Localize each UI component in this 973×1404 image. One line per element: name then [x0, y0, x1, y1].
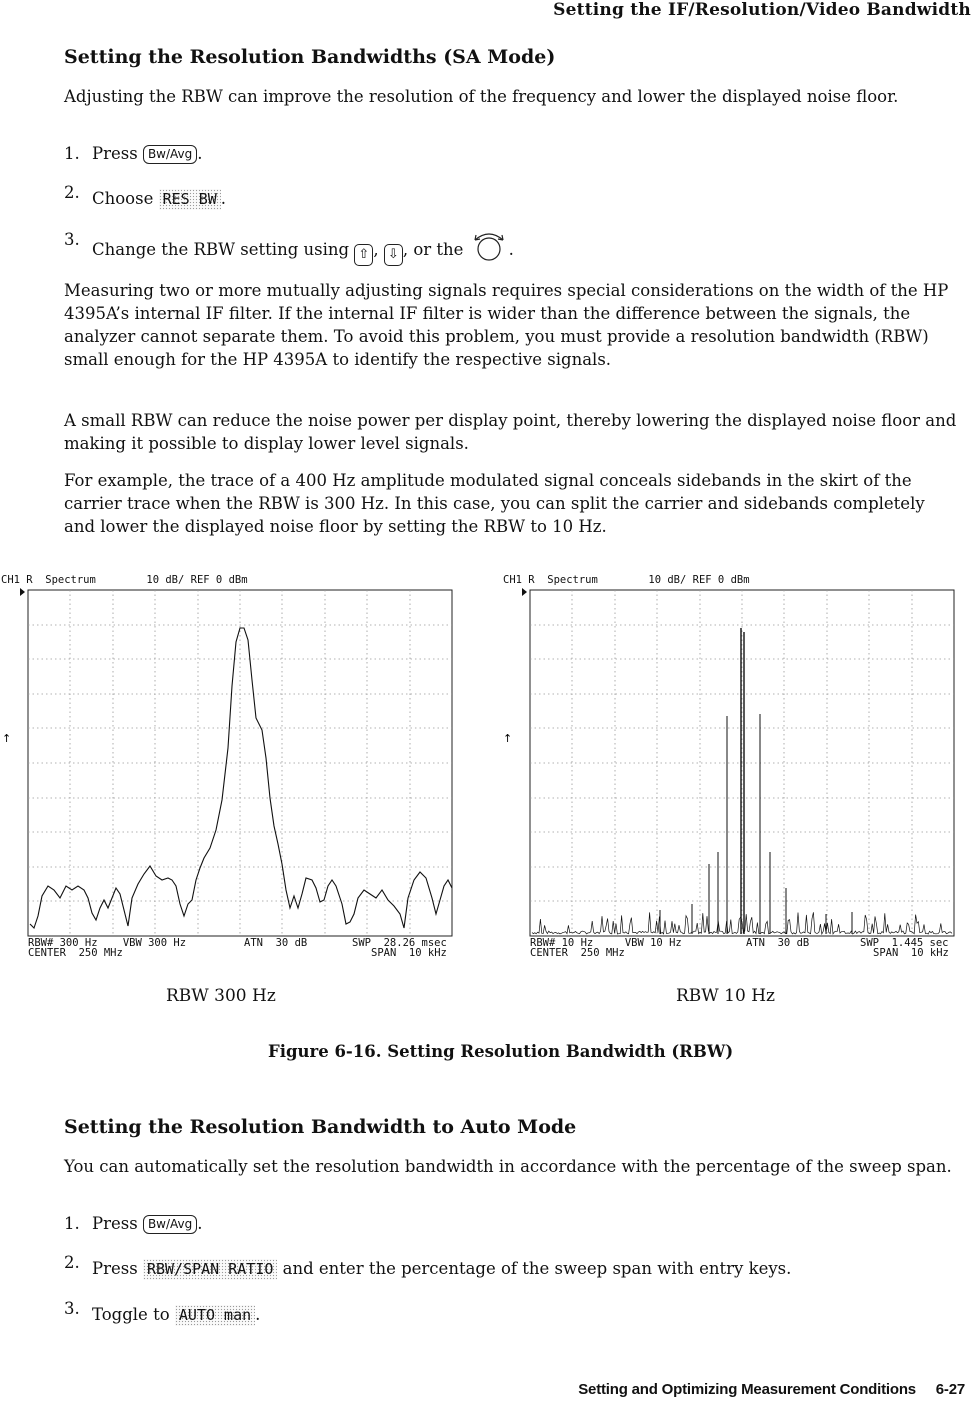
step-2: 2. Choose RES BW .: [64, 183, 227, 208]
screen-rbw-10: [503, 588, 954, 936]
bw-avg-key[interactable]: Bw/Avg: [143, 145, 197, 164]
screen-annotation: SPAN 10 kHz: [371, 947, 447, 959]
ref-arrow-icon: ↑: [2, 732, 12, 745]
step-3: 3. Toggle to AUTO man .: [64, 1299, 261, 1324]
down-arrow-key-icon[interactable]: ⇩: [384, 244, 403, 266]
body-paragraph: A small RBW can reduce the noise power per display point, thereby lowering the displayed noise floor and making it possible to display lower level signals.: [64, 411, 957, 453]
running-header: Setting the IF/Resolution/Video Bandwidth: [553, 0, 971, 20]
up-arrow-key-icon[interactable]: ⇧: [354, 244, 373, 266]
step-text: Toggle to: [92, 1305, 170, 1324]
step-number: 3.: [64, 230, 80, 249]
step-text: Choose: [92, 189, 154, 208]
figure-caption-right: RBW 10 Hz: [676, 986, 775, 1006]
ref-marker-icon: [20, 588, 25, 596]
bw-avg-key[interactable]: Bw/Avg: [143, 1215, 197, 1234]
section-title: Setting the Resolution Bandwidths (SA Mode): [64, 46, 556, 68]
graticule: [28, 590, 452, 936]
noise-floor-trace: [532, 912, 952, 934]
screen-annotation: SWP 28.26 msec: [352, 937, 447, 949]
trace-rbw-300: [30, 628, 452, 928]
step-text: Press: [92, 1214, 138, 1233]
step-text: Press: [92, 1259, 138, 1278]
step-2: [64, 1253, 791, 1280]
graticule: [530, 590, 954, 936]
rotary-knob-icon[interactable]: [469, 229, 509, 263]
body-paragraph: Measuring two or more mutually adjusting signals requires special considerations on the width of the HP 4395A’s internal IF filter. If the internal IF filter is wider than the difference between the signals, the analyzer cannot separate them. To avoid this problem, you must provide a resolution bandwidth (RBW) small enough for the HP 4395A to identify the respective signals.: [64, 281, 949, 369]
step-number: 1.: [64, 1214, 80, 1233]
figure-screens: [0, 568, 973, 968]
screen-annotation: CENTER 250 MHz: [530, 947, 625, 959]
res-bw-softkey[interactable]: RES BW: [159, 189, 221, 210]
screen-annotation: CENTER 250 MHz: [28, 947, 123, 959]
step-number: 2.: [64, 183, 80, 202]
screen-annotation: ATN 30 dB: [746, 937, 810, 949]
step-text: and enter the percentage of the sweep span with entry keys.: [282, 1259, 792, 1278]
screen-annotation: RBW# 300 Hz VBW 300 Hz: [28, 937, 187, 949]
step-text: Change the RBW setting using: [92, 240, 350, 259]
section-title: Setting the Resolution Bandwidth to Auto Mode: [64, 1116, 577, 1138]
step-number: 3.: [64, 1299, 80, 1318]
screen-annotation: ATN 30 dB: [244, 937, 308, 949]
step-number: 2.: [64, 1253, 80, 1272]
figure-title: Figure 6-16. Setting Resolution Bandwidth (RBW): [268, 1042, 734, 1061]
screen-annotation: RBW# 10 Hz VBW 10 Hz: [530, 937, 682, 949]
step-1: 1. Press Bw/Avg .: [64, 1214, 203, 1233]
step-text: Press: [92, 144, 138, 163]
page-footer: Setting and Optimizing Measurement Conditions 6-27: [578, 1381, 965, 1398]
step-number: 1.: [64, 144, 80, 163]
auto-man-softkey[interactable]: AUTO man: [175, 1305, 255, 1326]
intro-paragraph: Adjusting the RBW can improve the resolution of the frequency and lower the displayed noise floor.: [64, 87, 899, 106]
screen-annotation: SPAN 10 kHz: [873, 947, 949, 959]
screen-header: CH1 R Spectrum 10 dB/ REF 0 dBm: [503, 574, 750, 586]
intro-paragraph: You can automatically set the resolution bandwidth in accordance with the percentage of the sweep span.: [64, 1157, 952, 1176]
ref-marker-icon: [522, 588, 527, 596]
body-paragraph: For example, the trace of a 400 Hz amplitude modulated signal conceals sidebands in the skirt of the carrier trace when the RBW is 300 Hz. In this case, you can split the carrier and sidebands completely and lower the displayed noise floor by setting the RBW to 10 Hz.: [64, 471, 925, 536]
step-3: 3.Change the RBW setting using ⇧ , ⇩ , or the .: [64, 229, 514, 266]
screen-annotation: SWP 1.445 sec: [860, 937, 949, 949]
rbw-span-ratio-softkey[interactable]: RBW/SPAN RATIO: [143, 1259, 277, 1280]
ref-arrow-icon: ↑: [503, 732, 513, 745]
screen-header: CH1 R Spectrum 10 dB/ REF 0 dBm: [1, 574, 248, 586]
step-1: 1. Press Bw/Avg .: [64, 144, 203, 163]
screen-rbw-300: [2, 588, 452, 936]
figure-caption-left: RBW 300 Hz: [166, 986, 276, 1006]
